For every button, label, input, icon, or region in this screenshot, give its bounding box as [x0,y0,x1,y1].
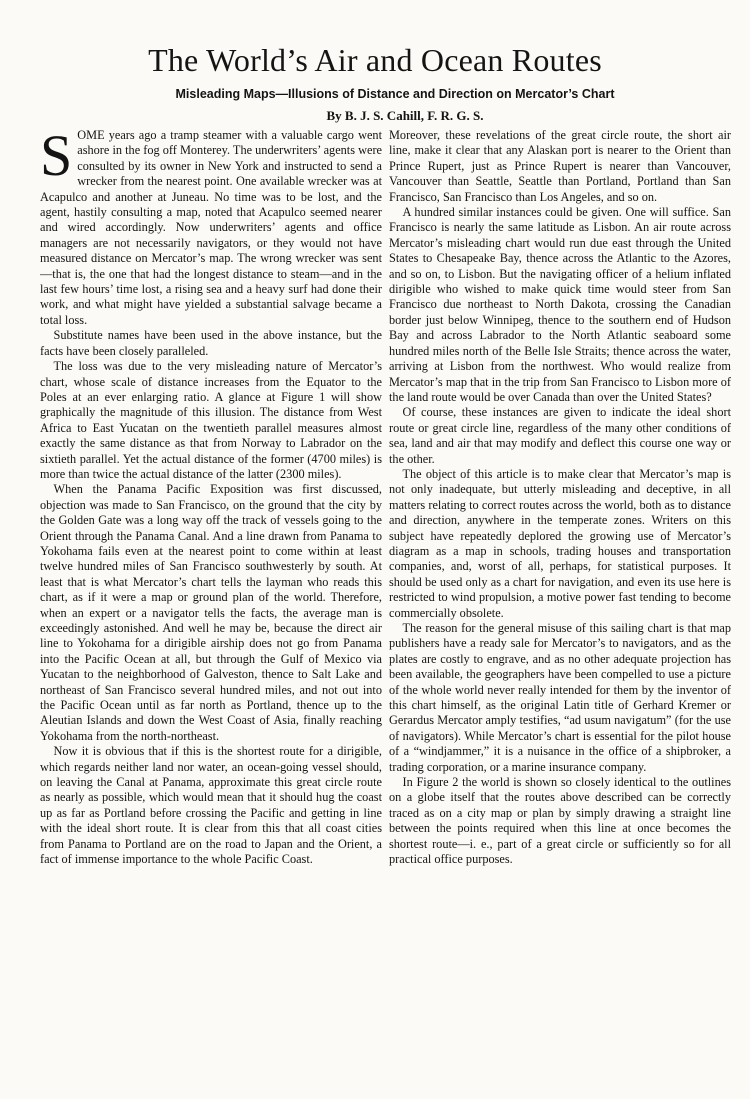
paragraph: Now it is obvious that if this is the shortest route for a dirigible, which regards neither land nor water, an ocean-going vessel should, on leaving the Canal at Panama, approximate this great circle route as nearly as possible, which would mean that it should hug the coast up as far as Portland before crossing the Pacific and getting in line with the ideal short route. It is clear from this that all coast cities from Panama to Portland are on the road to Japan and the Orient, a fact of immense importance to the whole Pacific Coast. [40,744,382,867]
article-byline: By B. J. S. Cahill, F. R. G. S. [326,108,484,123]
article-title: The World’s Air and Ocean Routes [148,42,602,78]
drop-cap: S [40,128,73,188]
paragraph: Of course, these instances are given to indicate the ideal short route or great circle line, regardless of the many other conditions of sea, land and air that may modify and deflect this course one way or the other. [389,405,731,466]
paragraph-text: OME years ago a tramp steamer with a valuable cargo went ashore in the fog off Monterey. The underwriters’ agents were consulted by its owner in New York and instructed to send a wrecker from the nearest point. One available wrecker was at Acapulco and another at Juneau. No time was to be lost, and the agent, hastily consulting a map, noted that Acapulco seemed nearer and wired accordingly. Now underwriters’ agents and office managers are not necessarily navigators, or they would not have measured distance on Mercator’s map. The wrong wrecker was sent—that is, the one that had the longest distance to steam—and in the last few hours’ time lost, a rising sea and a heavy surf had done their work, and what might have yielded a substantial salvage became a total loss. [40,128,382,327]
paragraph: When the Panama Pacific Exposition was first discussed, objection was made to San Francisco, on the ground that the city by the Golden Gate was a long way off the track of vessels going to the Orient through the Panama Canal. And a line drawn from Panama to Yokohama fails even at the nearest point to come within at least twelve hundred miles of San Francisco southwesterly by south. At least that is what Mercator’s chart tells the layman who reads this chart, as if it were a map or ground plan of the world. Therefore, when an expert or a navigator tells the facts, the average man is exceedingly astonished. And well he may be, because the direct air line to Yokohama for a dirigible airship does not go from Panama into the Pacific Ocean at all, but through the Gulf of Mexico via Yucatan to the neighborhood of Galveston, thence to Salt Lake and northeast of San Francisco several hundred miles, and not out into the Pacific Ocean until as far north as Portland, thence up to the Aleutian Islands and down the West Coast of Asia, finally reaching Yokohama from the north-northeast. [40,482,382,743]
paragraph: The object of this article is to make clear that Mercator’s map is not only inadequate, but utterly misleading and deceptive, in all matters relating to correct routes across the world, both as to distance and direction, anywhere in the temperate zones. Writers on this subject have repeatedly deplored the growing use of Mercator’s diagram as a map in schools, trading houses and transportation companies, and, worst of all, perhaps, for statistical purposes. It should be used only as a chart for navigation, and even its use here is restricted to wind propulsion, a motive power fast tending to become commercially obsolete. [389,466,731,620]
paragraph [40,128,382,328]
paragraph: The reason for the general misuse of this sailing chart is that map publishers have a ready sale for Mercator’s to navigators, and as the plates are costly to engrave, and as no other adequate projection has been available, the geographers have been compelled to use a picture of the whole world never really intended for them by the inventor of this chart himself, as the original Latin title of Gerhard Kremer or Gerardus Mercator amply testifies, “ad usum navigatum” (for the use of navigators). While Mercator’s chart is essential for the pilot house of a “windjammer,” it is a nuisance in the office of a shipbroker, a trading corporation, or a marine insurance company. [389,621,731,774]
paragraph: The loss was due to the very misleading nature of Mercator’s chart, whose scale of distance increases from the Equator to the Poles at an ever enlarging ratio. A glance at Figure 1 will show graphically the magnitude of this illusion. The distance from West Africa to East Yucatan on the twentieth parallel measures almost exactly the same distance as that from Norway to Labrador on the sixtieth parallel. Yet the actual distance of the former (4700 miles) is more than twice the actual distance of the latter (2300 miles). [40,359,382,481]
article-subtitle: Misleading Maps—Illusions of Distance and Direction on Mercator’s Chart [175,87,615,101]
paragraph: In Figure 2 the world is shown so closely identical to the outlines on a globe itself that the routes above described can be correctly traced as on a city map or plan by simply drawing a straight line between the points required when this line at once becomes the shortest route—i. e., part of a great circle or sufficiently so for all practical office purposes. [389,775,731,867]
paragraph: Substitute names have been used in the above instance, but the facts have been closely paralleled. [40,328,382,358]
right-column [389,128,731,1083]
paragraph: Moreover, these revelations of the great circle route, the short air line, make it clear that any Alaskan port is nearer to the Orient than Prince Rupert, just as Prince Rupert is nearer than Vancouver, Vancouver than Seattle, Seattle than Portland, Portland than San Francisco, San Francisco than Los Angeles, and so on. [389,128,731,204]
left-column [40,128,382,1083]
paragraph: A hundred similar instances could be given. One will suffice. San Francisco is nearly the same latitude as Lisbon. An air route across Mercator’s misleading chart would run due east through the United States to Chesapeake Bay, thence across the Atlantic to the Azores, and so on, to Lisbon. But the navigating officer of a helium inflated dirigible who wished to make quick time would steer from San Francisco due northeast to North Dakota, crossing the Canadian border just below Winnipeg, thence to the southern end of Hudson Bay and across Labrador to the North Atlantic seaboard some hundred miles north of the Belle Isle Straits; thence across the water, arriving at Lisbon from the northwest. Who would realize from Mercator’s map that in the trip from San Francisco to Lisbon more of the land route would be over Canada than over the United States? [389,205,731,404]
